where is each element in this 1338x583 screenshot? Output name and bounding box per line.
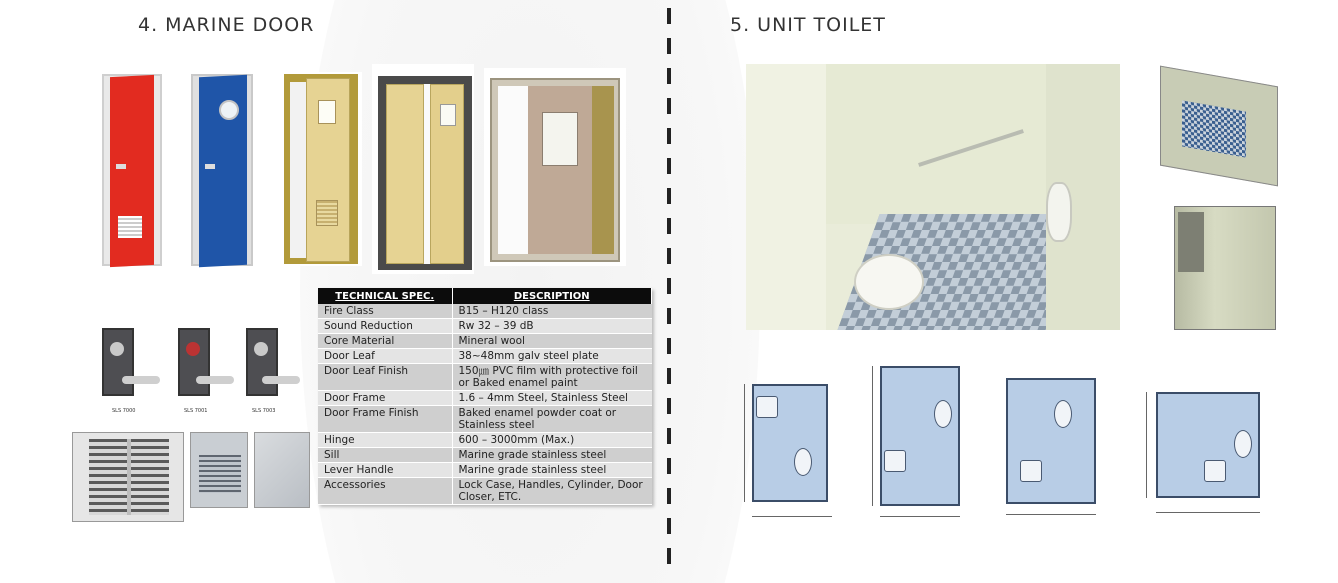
table-row xyxy=(318,349,652,364)
louver-vent-image xyxy=(190,432,248,508)
spec-name: Accessories xyxy=(318,478,452,505)
basin-icon xyxy=(884,450,906,472)
table-row xyxy=(318,391,652,406)
spec-description: B15 – H120 class xyxy=(452,304,652,319)
spec-name: Sill xyxy=(318,448,452,463)
porthole-window xyxy=(219,100,239,120)
basin-icon xyxy=(1204,460,1226,482)
spec-description: 150㎛ PVC film with protective foil or Baked enamel paint xyxy=(452,364,652,391)
table-row xyxy=(318,433,652,448)
lever-handle-icon xyxy=(122,376,160,384)
sliding-door-image xyxy=(484,68,626,266)
toilet-icon xyxy=(794,448,812,476)
toilet-icon xyxy=(934,400,952,428)
spec-description: 600 – 3000mm (Max.) xyxy=(452,433,652,448)
unit-toilet-render xyxy=(746,64,1120,330)
page-divider xyxy=(667,8,671,578)
column-header: TECHNICAL SPEC. xyxy=(318,288,452,304)
dimension-line xyxy=(1146,392,1147,498)
spec-name: Fire Class xyxy=(318,304,452,319)
toilet-icon xyxy=(1054,400,1072,428)
vent-slats xyxy=(199,455,241,493)
basin-icon xyxy=(1020,460,1042,482)
table-row xyxy=(318,478,652,505)
lever-handle-icon xyxy=(262,376,300,384)
plan-room xyxy=(880,366,960,506)
door-window xyxy=(542,112,578,166)
door-grille xyxy=(316,200,338,226)
dimension-line xyxy=(880,516,960,517)
door-leaf-left xyxy=(386,84,424,264)
door-handle xyxy=(205,164,215,169)
door-opening xyxy=(290,82,306,258)
dimension-line xyxy=(744,384,745,502)
basin-icon xyxy=(756,396,778,418)
lock-label: SLS 7003 xyxy=(252,408,276,414)
unit-toilet-title: 5. UNIT TOILET xyxy=(730,14,886,36)
door-leaf xyxy=(110,75,154,267)
dimension-line xyxy=(1156,512,1260,513)
floor-plan xyxy=(994,372,1104,522)
spec-name: Door Leaf Finish xyxy=(318,364,452,391)
spec-description: 1.6 – 4mm Steel, Stainless Steel xyxy=(452,391,652,406)
cylinder-icon xyxy=(110,342,124,356)
plan-room xyxy=(1006,378,1096,504)
technical-spec-table xyxy=(318,288,652,505)
table-header-row xyxy=(318,288,652,304)
column-header: DESCRIPTION xyxy=(452,288,652,304)
dimension-line xyxy=(752,516,832,517)
table-row xyxy=(318,319,652,334)
table-row xyxy=(318,334,652,349)
spec-name: Core Material xyxy=(318,334,452,349)
spec-name: Door Leaf xyxy=(318,349,452,364)
wash-basin xyxy=(1046,182,1072,242)
table-row xyxy=(318,406,652,433)
spec-name: Hinge xyxy=(318,433,452,448)
table-row xyxy=(318,463,652,478)
table-row xyxy=(318,448,652,463)
spec-description: Marine grade stainless steel xyxy=(452,448,652,463)
lock-case-icon xyxy=(178,328,210,396)
spec-description: Marine grade stainless steel xyxy=(452,463,652,478)
vent-divider xyxy=(127,439,131,515)
lock-case-icon xyxy=(246,328,278,396)
lock-label: SLS 7000 xyxy=(112,408,136,414)
lock-set-images xyxy=(72,318,302,426)
lock-case-icon xyxy=(102,328,134,396)
double-door-image xyxy=(372,64,474,274)
lock-label: SLS 7001 xyxy=(184,408,208,414)
cylinder-icon xyxy=(254,342,268,356)
dimension-line xyxy=(872,366,873,506)
back-wall xyxy=(826,64,1046,224)
door-vent xyxy=(118,216,142,238)
spec-name: Door Frame Finish xyxy=(318,406,452,433)
lever-handle-icon xyxy=(196,376,234,384)
door-window xyxy=(440,104,456,126)
blue-door-image xyxy=(181,66,269,274)
module-pipes xyxy=(1178,212,1204,272)
spec-description: 38~48mm galv steel plate xyxy=(452,349,652,364)
door-side-panel xyxy=(592,86,614,254)
marine-door-title: 4. MARINE DOOR xyxy=(138,14,315,36)
spec-description: Rw 32 – 39 dB xyxy=(452,319,652,334)
spec-description: Mineral wool xyxy=(452,334,652,349)
door-opening xyxy=(498,86,528,254)
vent-cover-image xyxy=(254,432,310,508)
spec-name: Sound Reduction xyxy=(318,319,452,334)
wood-door-image xyxy=(278,72,362,266)
spec-description: Baked enamel powder coat or Stainless steel xyxy=(452,406,652,433)
dimension-line xyxy=(1006,514,1096,515)
floor-plan xyxy=(740,376,844,526)
toilet-icon xyxy=(1234,430,1252,458)
floor-plan xyxy=(1140,356,1274,522)
floor-plan xyxy=(868,360,972,526)
door-handle xyxy=(116,164,126,169)
spec-description: Lock Case, Handles, Cylinder, Door Closer, ETC. xyxy=(452,478,652,505)
spec-name: Lever Handle xyxy=(318,463,452,478)
table-row xyxy=(318,364,652,391)
toilet-module-exterior xyxy=(1170,200,1280,336)
indicator-icon xyxy=(186,342,200,356)
red-door-image xyxy=(88,66,180,274)
table-row xyxy=(318,304,652,319)
toilet-bowl xyxy=(854,254,924,310)
spec-name: Door Frame xyxy=(318,391,452,406)
left-wall xyxy=(746,64,826,330)
louver-vent-image xyxy=(72,432,184,522)
toilet-module-cutaway xyxy=(1152,50,1286,186)
door-window xyxy=(318,100,336,124)
